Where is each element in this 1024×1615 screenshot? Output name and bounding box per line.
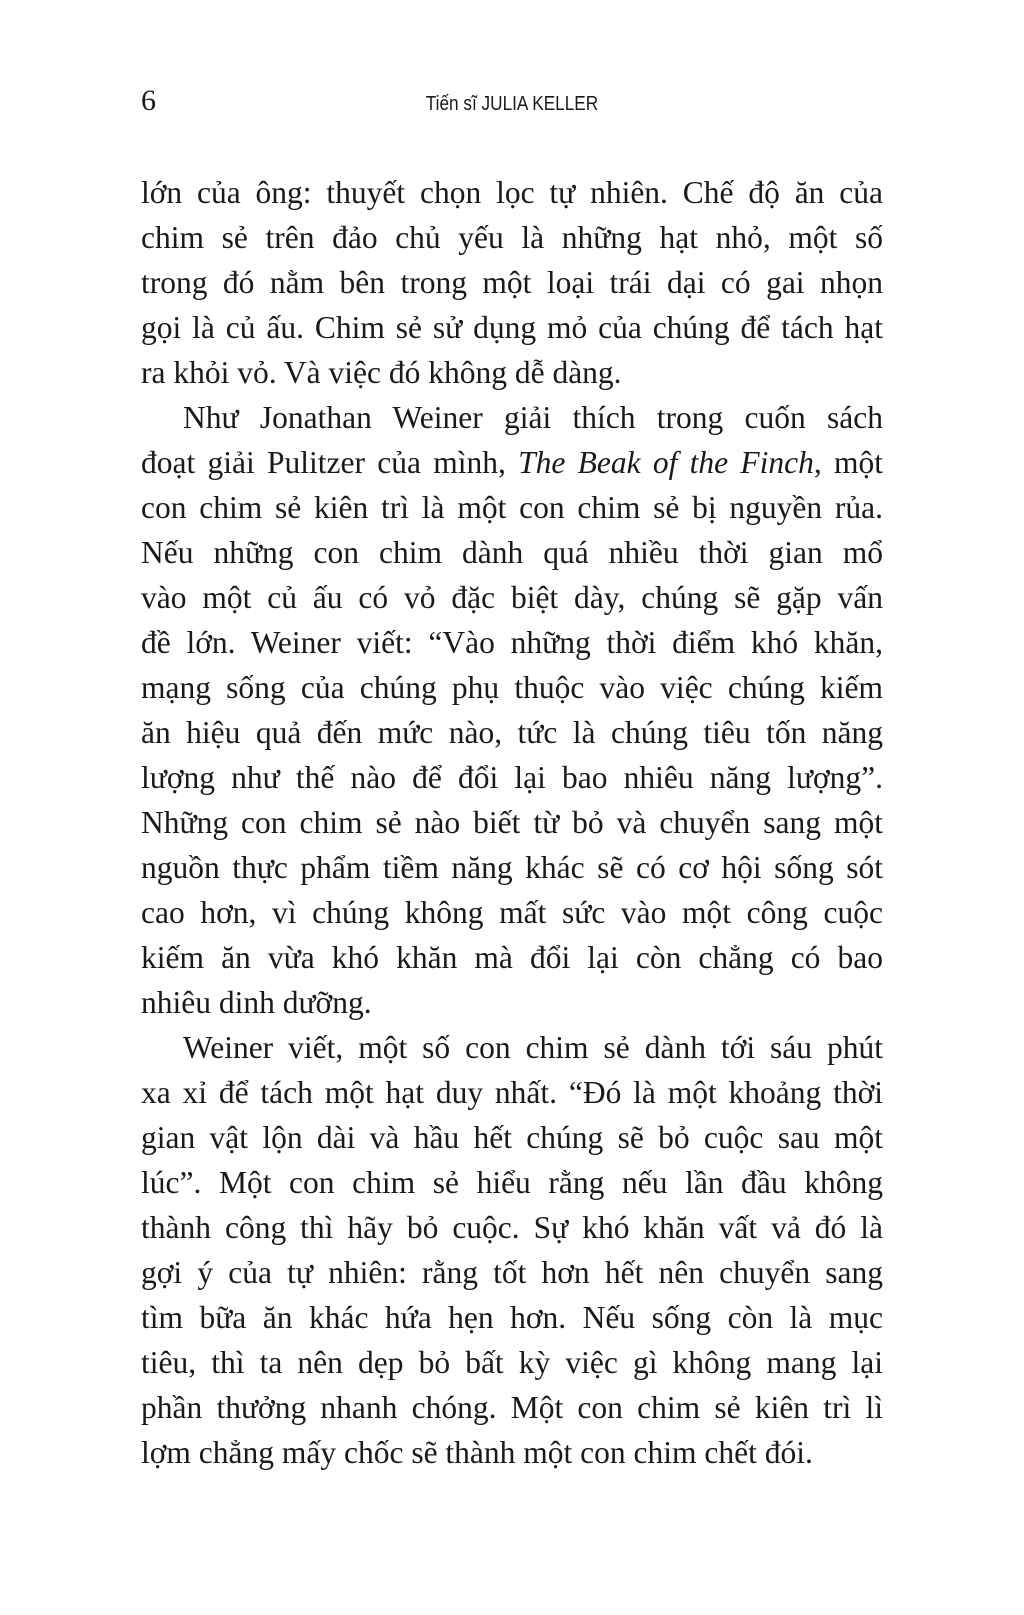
text-line: lượng như thế nào để đổi lại bao nhiêu năng lượng”. bbox=[141, 760, 883, 795]
text-line: gian vật lộn dài và hầu hết chúng sẽ bỏ cuộc sau một bbox=[141, 1120, 883, 1155]
page-number: 6 bbox=[141, 84, 156, 117]
page-header bbox=[0, 86, 1024, 126]
text-line: trong đó nằm bên trong một loại trái dại có gai nhọn bbox=[141, 265, 883, 300]
text-line: ra khỏi vỏ. Và việc đó không dễ dàng. bbox=[141, 355, 622, 390]
text-run: , một bbox=[813, 445, 883, 480]
text-line: Như Jonathan Weiner giải thích trong cuốn sách bbox=[183, 400, 883, 435]
text-line: đề lớn. Weiner viết: “Vào những thời điểm khó khăn, bbox=[141, 625, 883, 660]
running-head: Tiến sĩ JULIA KELLER bbox=[425, 93, 599, 115]
text-line: nguồn thực phẩm tiềm năng khác sẽ có cơ hội sống sót bbox=[141, 850, 883, 885]
text-line: tiêu, thì ta nên dẹp bỏ bất kỳ việc gì không mang lại bbox=[141, 1345, 883, 1380]
text-line: tìm bữa ăn khác hứa hẹn hơn. Nếu sống còn là mục bbox=[141, 1300, 883, 1335]
text-line-with-title bbox=[141, 440, 883, 485]
text-line: chim sẻ trên đảo chủ yếu là những hạt nhỏ, một số bbox=[141, 220, 883, 255]
text-line: lợm chẳng mấy chốc sẽ thành một con chim chết đói. bbox=[141, 1435, 813, 1470]
text-line: vào một củ ấu có vỏ đặc biệt dày, chúng sẽ gặp vấn bbox=[141, 580, 883, 615]
text-line: gợi ý của tự nhiên: rằng tốt hơn hết nên chuyển sang bbox=[141, 1255, 883, 1290]
paragraph-3 bbox=[141, 1025, 883, 1475]
text-line: Nếu những con chim dành quá nhiều thời gian mổ bbox=[141, 535, 883, 570]
text-line: kiếm ăn vừa khó khăn mà đổi lại còn chẳng có bao bbox=[141, 940, 883, 975]
text-line: xa xỉ để tách một hạt duy nhất. “Đó là một khoảng thời bbox=[141, 1075, 883, 1110]
text-line: mạng sống của chúng phụ thuộc vào việc chúng kiếm bbox=[141, 670, 883, 705]
text-line: nhiêu dinh dưỡng. bbox=[141, 985, 372, 1020]
text-line: phần thưởng nhanh chóng. Một con chim sẻ kiên trì lì bbox=[141, 1390, 883, 1425]
body-text bbox=[141, 170, 883, 1475]
text-line: gọi là củ ấu. Chim sẻ sử dụng mỏ của chúng để tách hạt bbox=[141, 310, 883, 345]
paragraph-1 bbox=[141, 170, 883, 395]
text-run: đoạt giải Pulitzer của mình, bbox=[141, 445, 519, 480]
text-line: Weiner viết, một số con chim sẻ dành tới sáu phút bbox=[183, 1030, 883, 1065]
text-line: ăn hiệu quả đến mức nào, tức là chúng tiêu tốn năng bbox=[141, 715, 883, 750]
text-line: cao hơn, vì chúng không mất sức vào một công cuộc bbox=[141, 895, 883, 930]
text-line: lúc”. Một con chim sẻ hiểu rằng nếu lần đầu không bbox=[141, 1165, 883, 1200]
text-line: thành công thì hãy bỏ cuộc. Sự khó khăn vất vả đó là bbox=[141, 1210, 883, 1245]
text-line: lớn của ông: thuyết chọn lọc tự nhiên. Chế độ ăn của bbox=[141, 175, 883, 210]
paragraph-2 bbox=[141, 395, 883, 1025]
book-title: The Beak of the Finch bbox=[518, 445, 814, 480]
text-line: Những con chim sẻ nào biết từ bỏ và chuyển sang một bbox=[141, 805, 883, 840]
text-line: con chim sẻ kiên trì là một con chim sẻ bị nguyền rủa. bbox=[141, 490, 883, 525]
